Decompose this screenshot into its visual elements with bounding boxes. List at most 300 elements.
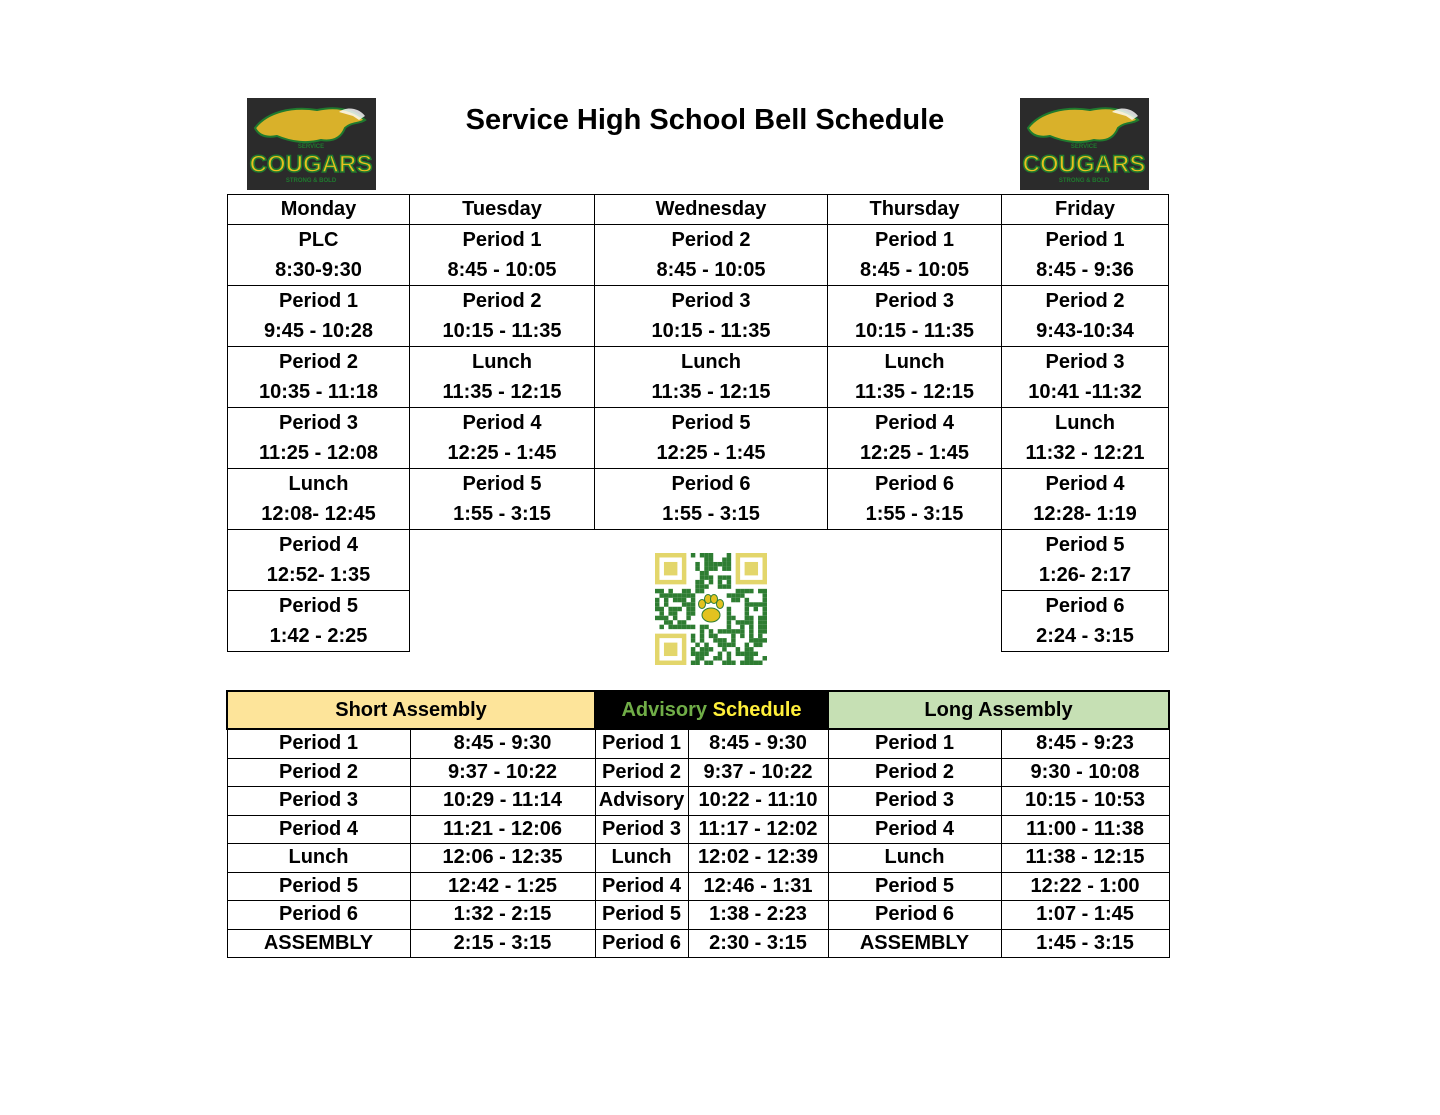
qr-module [718, 638, 722, 642]
qr-module [722, 638, 726, 642]
period-cell [228, 225, 410, 286]
qr-module [727, 643, 731, 647]
qr-module [691, 598, 695, 602]
period-time: 12:52- 1:35 [266, 564, 371, 586]
qr-module [655, 598, 659, 602]
qr-module [700, 629, 704, 633]
period-name: Period 5 [671, 412, 751, 434]
qr-module [758, 625, 762, 629]
qr-module [718, 629, 722, 633]
qr-module [745, 611, 749, 615]
short-period-time: 12:42 - 1:25 [410, 872, 595, 901]
qr-module [709, 629, 713, 633]
qr-module [736, 647, 740, 651]
page-title: Service High School Bell Schedule [465, 104, 945, 136]
period-time: 12:28- 1:19 [1033, 503, 1137, 525]
logo-top-text: SERVICE [297, 144, 325, 150]
qr-module [727, 652, 731, 656]
period-cell [410, 347, 595, 408]
qr-module [736, 620, 740, 624]
period-cell [1002, 225, 1169, 286]
qr-module [664, 602, 668, 606]
period-name: Period 6 [671, 473, 751, 495]
advisory-period-time: 1:38 - 2:23 [688, 901, 828, 930]
short-period-time: 12:06 - 12:35 [410, 844, 595, 873]
logo-main-text: COUGARS [249, 151, 373, 178]
period-cell [410, 469, 595, 530]
period-name: Period 5 [1045, 534, 1125, 556]
period-time: 2:24 - 3:15 [1036, 625, 1134, 647]
qr-module [718, 656, 722, 660]
qr-module [749, 620, 753, 624]
qr-module [718, 575, 722, 579]
qr-module [713, 656, 717, 660]
period-row [228, 225, 1169, 286]
qr-module [727, 607, 731, 611]
qr-module [700, 575, 704, 579]
qr-module [668, 611, 672, 615]
qr-module [682, 593, 686, 597]
long-period-name: Period 3 [828, 787, 1001, 816]
qr-module [704, 562, 708, 566]
period-time: 1:55 - 3:15 [453, 503, 551, 525]
advisory-header-word-2: Schedule [712, 698, 802, 721]
logo-tagline: STRONG & BOLD [1058, 178, 1110, 184]
qr-module [709, 553, 713, 557]
period-cell [828, 408, 1002, 469]
qr-module [686, 589, 690, 593]
period-time: 8:45 - 9:36 [1036, 259, 1134, 281]
empty-cell [410, 591, 595, 652]
qr-module [763, 625, 767, 629]
advisory-period-name: Period 1 [595, 729, 688, 758]
short-period-time: 1:32 - 2:15 [410, 901, 595, 930]
qr-module [659, 611, 663, 615]
qr-module [704, 557, 708, 561]
qr-module [727, 575, 731, 579]
qr-module [763, 598, 767, 602]
qr-module [736, 589, 740, 593]
short-period-name: Lunch [227, 844, 410, 873]
period-name: Lunch [884, 351, 945, 373]
qr-finder-inner [664, 643, 677, 656]
advisory-period-name: Period 4 [595, 872, 688, 901]
qr-module [718, 652, 722, 656]
period-cell [228, 530, 410, 591]
advisory-period-name: Period 6 [595, 929, 688, 958]
qr-module [686, 625, 690, 629]
long-period-time: 8:45 - 9:23 [1001, 729, 1169, 758]
qr-module [691, 553, 695, 557]
period-cell [1002, 286, 1169, 347]
qr-module [709, 647, 713, 651]
qr-module [722, 562, 726, 566]
period-time: 12:25 - 1:45 [860, 442, 969, 464]
qr-module [700, 625, 704, 629]
qr-module [722, 575, 726, 579]
qr-module [673, 598, 677, 602]
qr-module [745, 607, 749, 611]
period-time: 10:15 - 11:35 [855, 320, 974, 342]
assembly-row [227, 872, 1169, 901]
assembly-row [227, 758, 1169, 787]
period-time: 1:42 - 2:25 [269, 625, 368, 647]
period-name: Period 6 [875, 473, 954, 495]
qr-module [749, 629, 753, 633]
qr-module [686, 607, 690, 611]
qr-module [727, 553, 731, 557]
qr-module [700, 652, 704, 656]
qr-module [691, 647, 695, 651]
qr-module [749, 602, 753, 606]
period-name: Lunch [1055, 412, 1115, 434]
period-cell [595, 225, 828, 286]
qr-module [709, 580, 713, 584]
period-name: Period 1 [875, 229, 954, 251]
qr-module [673, 593, 677, 597]
qr-module [704, 625, 708, 629]
period-time: 8:45 - 10:05 [860, 259, 969, 281]
qr-module [727, 616, 731, 620]
period-row [228, 347, 1169, 408]
long-period-time: 12:22 - 1:00 [1001, 872, 1169, 901]
qr-module [704, 584, 708, 588]
qr-module [682, 598, 686, 602]
day-header: Thursday [828, 195, 1002, 225]
short-assembly-header: Short Assembly [227, 691, 595, 729]
qr-module [709, 562, 713, 566]
qr-module [740, 593, 744, 597]
long-period-name: ASSEMBLY [828, 929, 1001, 958]
qr-module [727, 593, 731, 597]
period-cell [1002, 469, 1169, 530]
qr-module [686, 611, 690, 615]
short-period-time: 11:21 - 12:06 [410, 815, 595, 844]
qr-module [745, 661, 749, 665]
period-time: 11:35 - 12:15 [855, 381, 974, 403]
period-time: 8:45 - 10:05 [447, 259, 557, 281]
qr-module [709, 557, 713, 561]
qr-module [691, 607, 695, 611]
qr-module [664, 620, 668, 624]
qr-module [763, 611, 767, 615]
qr-module [749, 656, 753, 660]
day-header: Friday [1002, 195, 1169, 225]
advisory-header-word-1: Advisory [621, 698, 708, 721]
period-name: Period 2 [462, 290, 542, 312]
advisory-period-time: 9:37 - 10:22 [688, 758, 828, 787]
period-cell [595, 469, 828, 530]
period-name: Period 2 [279, 351, 358, 373]
period-row [228, 408, 1169, 469]
qr-module [713, 634, 717, 638]
qr-module [691, 625, 695, 629]
qr-module [677, 598, 681, 602]
qr-module [686, 593, 690, 597]
cougars-logo-right [1020, 98, 1149, 190]
period-name: Lunch [681, 351, 741, 373]
long-period-time: 1:07 - 1:45 [1001, 901, 1169, 930]
qr-module [727, 557, 731, 561]
empty-cell [410, 530, 595, 591]
qr-module [722, 661, 726, 665]
period-cell [595, 408, 828, 469]
qr-module [731, 643, 735, 647]
period-time: 8:45 - 10:05 [656, 259, 766, 281]
qr-module [745, 602, 749, 606]
qr-module [691, 661, 695, 665]
qr-module [758, 643, 762, 647]
logo-main-text: COUGARS [1022, 151, 1146, 178]
qr-module [673, 625, 677, 629]
logo-top-text: SERVICE [1070, 144, 1098, 150]
assembly-row [227, 844, 1169, 873]
qr-module [691, 611, 695, 615]
qr-module [763, 620, 767, 624]
short-period-name: Period 4 [227, 815, 410, 844]
qr-module [691, 652, 695, 656]
advisory-period-time: 8:45 - 9:30 [688, 729, 828, 758]
qr-module [749, 638, 753, 642]
qr-module [727, 625, 731, 629]
period-time: 11:25 - 12:08 [259, 442, 378, 464]
period-cell [410, 225, 595, 286]
period-name: Period 5 [462, 473, 542, 495]
period-cell [1002, 347, 1169, 408]
qr-module [731, 661, 735, 665]
qr-module [758, 616, 762, 620]
qr-module [736, 593, 740, 597]
qr-code[interactable] [655, 553, 767, 665]
qr-module [700, 553, 704, 557]
qr-module [664, 593, 668, 597]
period-cell [828, 225, 1002, 286]
qr-module [713, 562, 717, 566]
qr-module [745, 620, 749, 624]
qr-module [682, 625, 686, 629]
cougars-logo-left [247, 98, 376, 190]
period-name: Period 3 [875, 290, 954, 312]
period-time: 8:30-9:30 [275, 259, 362, 281]
qr-module [695, 566, 699, 570]
period-time: 12:08- 12:45 [261, 503, 376, 525]
period-name: Period 2 [1045, 290, 1125, 312]
period-time: 10:15 - 11:35 [442, 320, 562, 342]
qr-module [682, 602, 686, 606]
period-cell [1002, 530, 1169, 591]
period-name: Period 3 [671, 290, 751, 312]
short-period-name: Period 1 [227, 729, 410, 758]
long-period-time: 11:00 - 11:38 [1001, 815, 1169, 844]
qr-module [745, 598, 749, 602]
qr-module [722, 647, 726, 651]
period-name: Period 4 [462, 412, 542, 434]
qr-module [731, 634, 735, 638]
period-row [228, 286, 1169, 347]
qr-module [682, 620, 686, 624]
qr-module [691, 634, 695, 638]
period-cell [228, 286, 410, 347]
long-period-name: Period 1 [828, 729, 1001, 758]
qr-module [740, 629, 744, 633]
day-header: Tuesday [410, 195, 595, 225]
period-name: Lunch [472, 351, 532, 373]
advisory-period-time: 10:22 - 11:10 [688, 787, 828, 816]
qr-module [709, 634, 713, 638]
qr-finder-inner [664, 562, 677, 575]
qr-module [700, 584, 704, 588]
short-period-time: 8:45 - 9:30 [410, 729, 595, 758]
advisory-period-name: Period 2 [595, 758, 688, 787]
qr-module [691, 638, 695, 642]
qr-module [704, 661, 708, 665]
period-time: 11:32 - 12:21 [1025, 442, 1145, 464]
assembly-header-row [227, 691, 1169, 729]
short-period-name: Period 3 [227, 787, 410, 816]
qr-module [745, 643, 749, 647]
long-period-name: Lunch [828, 844, 1001, 873]
qr-module [655, 589, 659, 593]
qr-module [691, 593, 695, 597]
assembly-row [227, 729, 1169, 758]
qr-module [731, 638, 735, 642]
qr-module [727, 661, 731, 665]
qr-module [695, 652, 699, 656]
long-period-name: Period 4 [828, 815, 1001, 844]
qr-module [655, 602, 659, 606]
qr-module [668, 593, 672, 597]
qr-module [668, 607, 672, 611]
qr-module [718, 643, 722, 647]
period-cell [228, 469, 410, 530]
qr-module [713, 638, 717, 642]
period-cell [595, 286, 828, 347]
qr-module [745, 656, 749, 660]
qr-module [763, 593, 767, 597]
qr-finder-inner [745, 562, 758, 575]
short-period-name: Period 5 [227, 872, 410, 901]
day-header: Monday [228, 195, 410, 225]
qr-module [713, 566, 717, 570]
qr-module [700, 634, 704, 638]
qr-module [709, 566, 713, 570]
empty-cell [828, 591, 1002, 652]
period-time: 12:25 - 1:45 [656, 442, 766, 464]
long-period-time: 10:15 - 10:53 [1001, 787, 1169, 816]
period-cell [595, 347, 828, 408]
qr-module [731, 629, 735, 633]
qr-module [745, 647, 749, 651]
qr-module [727, 566, 731, 570]
short-period-name: Period 6 [227, 901, 410, 930]
period-name: PLC [298, 229, 339, 251]
qr-module [700, 580, 704, 584]
period-time: 9:43-10:34 [1036, 320, 1134, 342]
qr-module [754, 638, 758, 642]
qr-module [677, 620, 681, 624]
period-cell [228, 347, 410, 408]
qr-module [673, 616, 677, 620]
period-time: 1:55 - 3:15 [865, 503, 964, 525]
qr-module [749, 661, 753, 665]
qr-module [673, 611, 677, 615]
qr-module [709, 575, 713, 579]
qr-module [695, 661, 699, 665]
qr-module [727, 580, 731, 584]
period-name: Lunch [288, 473, 349, 495]
qr-module [659, 607, 663, 611]
qr-module [758, 661, 762, 665]
period-name: Period 2 [671, 229, 751, 251]
period-time: 11:35 - 12:15 [651, 381, 771, 403]
qr-module [677, 625, 681, 629]
period-name: Period 1 [279, 290, 358, 312]
qr-module [758, 634, 762, 638]
paw-icon [699, 595, 724, 623]
qr-module [727, 629, 731, 633]
period-time: 11:35 - 12:15 [442, 381, 562, 403]
period-cell [828, 469, 1002, 530]
qr-module [749, 625, 753, 629]
period-name: Period 1 [462, 229, 542, 251]
qr-module [740, 589, 744, 593]
period-time: 10:35 - 11:18 [259, 381, 378, 403]
qr-module [655, 607, 659, 611]
qr-module [727, 562, 731, 566]
assembly-row [227, 787, 1169, 816]
qr-module [659, 616, 663, 620]
qr-module [763, 616, 767, 620]
short-period-name: Period 2 [227, 758, 410, 787]
short-period-time: 10:29 - 11:14 [410, 787, 595, 816]
short-period-name: ASSEMBLY [227, 929, 410, 958]
period-row [228, 469, 1169, 530]
qr-module [704, 652, 708, 656]
long-period-name: Period 5 [828, 872, 1001, 901]
qr-module [740, 625, 744, 629]
period-cell [828, 347, 1002, 408]
qr-module [695, 656, 699, 660]
qr-module [704, 571, 708, 575]
qr-module [709, 661, 713, 665]
qr-module [722, 584, 726, 588]
qr-module [745, 589, 749, 593]
qr-module [659, 589, 663, 593]
qr-module [754, 643, 758, 647]
qr-module [736, 652, 740, 656]
period-cell [410, 408, 595, 469]
qr-module [749, 634, 753, 638]
qr-module [691, 602, 695, 606]
qr-module [700, 571, 704, 575]
qr-module [749, 589, 753, 593]
qr-module [763, 589, 767, 593]
period-time: 1:26- 2:17 [1038, 564, 1132, 586]
qr-module [754, 602, 758, 606]
long-period-time: 11:38 - 12:15 [1001, 844, 1169, 873]
qr-module [763, 602, 767, 606]
qr-module [664, 616, 668, 620]
period-name: Period 3 [279, 412, 358, 434]
assembly-row [227, 929, 1169, 958]
period-name: Period 6 [1045, 595, 1125, 617]
qr-module [763, 638, 767, 642]
qr-module [722, 643, 726, 647]
advisory-period-time: 2:30 - 3:15 [688, 929, 828, 958]
qr-module [754, 607, 758, 611]
long-assembly-header: Long Assembly [828, 691, 1169, 729]
period-time: 10:15 - 11:35 [651, 320, 771, 342]
